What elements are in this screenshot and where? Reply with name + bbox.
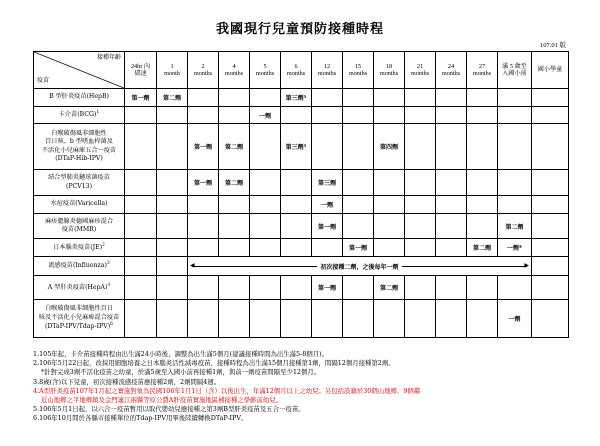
dose-cell: [188, 239, 219, 257]
dose-cell: [188, 107, 219, 124]
dose-cell: [532, 89, 569, 107]
dose-cell: [157, 196, 188, 214]
age-header: 24 months: [436, 52, 467, 89]
vaccine-row: [34, 276, 569, 300]
dose-cell: [219, 196, 250, 214]
dose-cell: [125, 196, 157, 214]
vaccine-name: [34, 124, 125, 170]
dose-cell: [436, 107, 467, 124]
dose-cell: [532, 170, 569, 196]
vaccine-name: [34, 276, 125, 300]
dose-cell: [436, 89, 467, 107]
dose-cell: [374, 300, 405, 338]
dose-cell: 第一劑: [343, 239, 374, 257]
version-label: 107.01 版: [540, 42, 566, 49]
dose-cell: [125, 239, 157, 257]
dose-cell: [498, 107, 532, 124]
dose-cell: [281, 239, 312, 257]
dose-cell: [343, 107, 374, 124]
dose-cell: [343, 89, 374, 107]
dose-cell: 第二劑: [157, 89, 188, 107]
vaccine-name: [34, 257, 125, 276]
footnote-marker: 3: [106, 261, 110, 267]
vaccine-name-text: 流感疫苗(Influenza): [48, 262, 107, 270]
age-header: 6 months: [281, 52, 312, 89]
age-axis-label: 接種年齡: [96, 55, 121, 61]
dose-cell: [405, 214, 436, 239]
dose-cell: [532, 239, 569, 257]
vaccine-row: [34, 107, 569, 124]
dose-cell: 第三劑⁵: [281, 89, 312, 107]
dose-cell: [343, 300, 374, 338]
dose-cell: [532, 276, 569, 300]
dose-cell: 第一劑: [125, 89, 157, 107]
footnote-line: 4.A型肝炎疫苗107年1月起之實施對象為民國106年1月1日（含）以後出生，年滿12個月以上之幼兒。另包括設籍於30個山地鄉、9個鄰: [33, 386, 421, 395]
dose-cell: [188, 214, 219, 239]
dose-cell: [467, 89, 498, 107]
dose-cell: [374, 107, 405, 124]
vaccine-row: [34, 170, 569, 196]
dose-cell: [250, 124, 281, 170]
dose-cell: [436, 170, 467, 196]
dose-cell: [405, 276, 436, 300]
dose-cell: [467, 107, 498, 124]
dose-cell: [467, 300, 498, 338]
dose-cell: [405, 196, 436, 214]
dose-cell: [467, 170, 498, 196]
dose-cell: [405, 300, 436, 338]
age-header: 24hr 內 儘速: [125, 52, 157, 89]
dose-cell: [498, 276, 532, 300]
vaccine-name-text: 水痘疫苗(Varicella): [50, 200, 108, 208]
dose-cell: [250, 196, 281, 214]
dose-cell: [125, 107, 157, 124]
vaccine-name-text: 白喉破傷風非細胞性百日 咳及不活化小兒麻痺混合疫苗 (DTaP-IPV/Tdap-IPV): [38, 305, 120, 331]
vaccine-name: [34, 89, 125, 107]
footnote-marker: 1: [96, 110, 100, 116]
dose-cell: 第一劑: [188, 124, 219, 170]
dose-cell: [405, 239, 436, 257]
vaccine-name: [34, 196, 125, 214]
dose-cell: [467, 214, 498, 239]
dose-cell: [343, 124, 374, 170]
age-header: 滿 5 歲至 入國小前: [498, 52, 532, 89]
age-header: 27 months: [467, 52, 498, 89]
age-header: 15 months: [343, 52, 374, 89]
dose-cell: [281, 170, 312, 196]
vaccine-name: [34, 239, 125, 257]
vaccine-name: [34, 214, 125, 239]
dose-cell: [467, 276, 498, 300]
dose-cell: [125, 214, 157, 239]
dose-cell: [125, 300, 157, 338]
dose-cell: [219, 214, 250, 239]
dose-cell: [498, 170, 532, 196]
dose-cell: [219, 89, 250, 107]
arrow-left-icon: ◀: [190, 262, 195, 269]
dose-cell: [157, 257, 188, 276]
dose-cell: [157, 239, 188, 257]
dose-cell: [374, 239, 405, 257]
age-header: 2 months: [188, 52, 219, 89]
dose-cell: [157, 214, 188, 239]
dose-cell: [343, 276, 374, 300]
dose-cell: [312, 89, 343, 107]
dose-cell: [405, 170, 436, 196]
age-header: 國小學童: [532, 52, 569, 89]
age-header: 18 months: [374, 52, 405, 89]
dose-cell: [532, 300, 569, 338]
dose-cell: [157, 107, 188, 124]
dose-cell: [281, 276, 312, 300]
schedule-table: [33, 51, 569, 338]
dose-cell: [188, 89, 219, 107]
dose-cell: [498, 124, 532, 170]
dose-cell: [312, 124, 343, 170]
dose-cell: [219, 276, 250, 300]
dose-cell: 一劑: [250, 107, 281, 124]
dose-cell: 第三劑: [312, 170, 343, 196]
dose-cell: [312, 300, 343, 338]
dose-cell: 第二劑: [498, 214, 532, 239]
dose-cell: [250, 89, 281, 107]
dose-cell: [188, 300, 219, 338]
dose-cell: [250, 214, 281, 239]
dose-cell: [343, 170, 374, 196]
vaccine-name-text: A 型肝炎疫苗(HepA): [47, 283, 108, 291]
footnote-line: 2.106年5月22日起，改採用細胞培養之日本腦炎活性減毒疫苗，接種時程為出生滿15個月接種第1劑，間隔12個月接種第2劑。: [33, 359, 395, 368]
footnote-line: 5.106年5月1日起，以六合一疫苗暫用以取代嬰幼兒應接種之第3劑B型肝炎疫苗及五合一疫苗。: [33, 405, 305, 414]
dose-cell: 第二劑: [219, 124, 250, 170]
dose-cell: [219, 239, 250, 257]
footnote-line: 3.8歲(含)以下兒童，初次接種流感疫苗應接種2劑，2劑間隔4週。: [33, 377, 221, 386]
dose-cell: [281, 107, 312, 124]
dose-cell: [436, 196, 467, 214]
vaccine-row: [34, 196, 569, 214]
dose-cell: 一劑: [312, 196, 343, 214]
dose-cell: [532, 214, 569, 239]
dose-cell: [532, 257, 569, 276]
footnote-line: 1.105年起，卡介苗接種時程由出生滿24小時後，調整為出生滿5個月(建議接種時間為出生滿5-8個月)。: [33, 350, 329, 358]
vaccine-name-text: 日本腦炎疫苗(JE): [53, 243, 103, 251]
dose-cell: 第二劑: [467, 239, 498, 257]
vaccine-axis-label: 疫苗: [37, 78, 50, 85]
age-header: 21 months: [405, 52, 436, 89]
header-row: [34, 52, 569, 89]
dose-cell: [532, 124, 569, 170]
corner-cell: [34, 52, 125, 89]
dose-cell: [436, 300, 467, 338]
age-header: 1 month: [157, 52, 188, 89]
arrow-right-icon: ▶: [524, 262, 529, 269]
dose-cell: [405, 124, 436, 170]
footnote-line: 6.106年10月間於各縣市接種單位的Tdap-IPV用畢後陸續轉換DTaP-IPV。: [33, 414, 248, 423]
dose-cell: [157, 300, 188, 338]
dose-cell: [374, 89, 405, 107]
dose-cell: [436, 124, 467, 170]
vaccine-row: [34, 214, 569, 239]
dose-cell: [188, 276, 219, 300]
dose-cell: [532, 107, 569, 124]
dose-cell: [436, 239, 467, 257]
dose-cell: [374, 214, 405, 239]
vaccine-row: [34, 239, 569, 257]
dose-cell: 一劑: [498, 300, 532, 338]
footnote-marker: 6: [110, 322, 113, 328]
dose-cell: 第一劑: [312, 276, 343, 300]
vaccine-name: [34, 300, 125, 338]
dose-cell: [125, 170, 157, 196]
vaccine-row: [34, 89, 569, 107]
dose-cell: 第三劑⁵: [281, 124, 312, 170]
dose-cell: [281, 300, 312, 338]
dose-cell: [374, 196, 405, 214]
dose-cell: [188, 196, 219, 214]
age-header: 5 months: [250, 52, 281, 89]
vaccine-name-text: 麻疹腮腺炎德國麻疹混合 疫苗(MMR): [44, 217, 114, 233]
dose-cell: [467, 124, 498, 170]
dose-cell: [374, 170, 405, 196]
vaccine-row: [34, 124, 569, 170]
dose-cell: [125, 276, 157, 300]
dose-cell: 第二劑: [219, 170, 250, 196]
vaccine-name-text: 白喉破傷風非細胞性 百日咳、b 型嗜血桿菌及 不活化小兒麻痺五合一疫苗 (DTaP-Hib-IPV): [41, 129, 117, 162]
dose-cell: [312, 107, 343, 124]
dose-cell: [532, 196, 569, 214]
dose-cell: [405, 107, 436, 124]
dose-cell: [157, 170, 188, 196]
dose-cell: [405, 89, 436, 107]
dose-cell: [436, 276, 467, 300]
dose-cell: [281, 196, 312, 214]
dose-cell: 第二劑: [374, 276, 405, 300]
dose-cell: [498, 89, 532, 107]
age-header: 12 months: [312, 52, 343, 89]
dose-cell: [157, 124, 188, 170]
age-header: 4 months: [219, 52, 250, 89]
dose-cell: [250, 276, 281, 300]
vaccine-name-text: 結合型肺炎鏈球菌疫苗 (PCV13): [48, 174, 110, 190]
dose-cell: [436, 214, 467, 239]
dose-cell: [250, 170, 281, 196]
footnotes: [33, 350, 573, 424]
page-title: 我國現行兒童預防接種時程: [215, 22, 384, 37]
dose-cell: 一劑*: [498, 239, 532, 257]
dose-cell: 第一劑: [312, 214, 343, 239]
dose-cell: [343, 214, 374, 239]
dose-cell: [250, 239, 281, 257]
footnote-marker: 2: [102, 242, 105, 248]
footnote-marker: 4: [107, 282, 111, 288]
dose-cell: [498, 196, 532, 214]
dose-cell: [312, 239, 343, 257]
dose-cell: [343, 196, 374, 214]
footnote-line: 近山地鄉之平地鄉鎮及金門連江兩縣等原公費A肝疫苗實施地區補接種之學齡前幼兒。: [41, 396, 283, 405]
influenza-span-cell: [188, 257, 532, 276]
dose-cell: [219, 107, 250, 124]
dose-cell: [219, 300, 250, 338]
vaccine-name-text: B 型肝炎疫苗(HepB): [49, 93, 109, 101]
dose-cell: [125, 124, 157, 170]
influenza-note: 初次接種二劑，之後每年一劑: [317, 262, 401, 271]
dose-cell: [467, 196, 498, 214]
vaccine-row: [34, 300, 569, 338]
dose-cell: 第一劑: [188, 170, 219, 196]
dose-cell: 第四劑: [374, 124, 405, 170]
vaccine-name: [34, 170, 125, 196]
vaccine-name-text: 卡介苗(BCG): [58, 111, 97, 119]
dose-cell: [157, 276, 188, 300]
footnote-line: *針對完成3劑不活化疫苗之幼童，於滿5歲至入國小前再接種1劑，與前一劑疫苗間隔至少12個月。: [41, 368, 321, 377]
dose-cell: [250, 300, 281, 338]
dose-cell: [125, 257, 157, 276]
vaccine-name: [34, 107, 125, 124]
vaccine-row: [34, 257, 569, 276]
dose-cell: [281, 214, 312, 239]
